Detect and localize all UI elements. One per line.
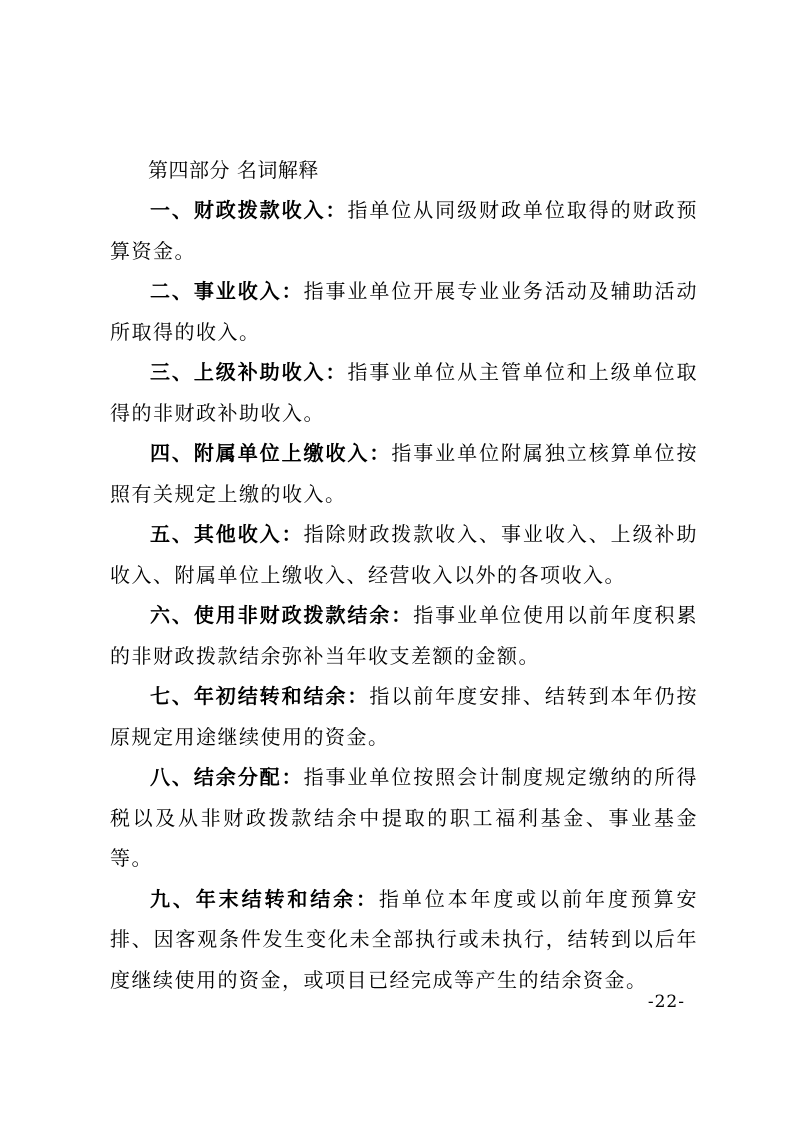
definition-item xyxy=(110,271,698,352)
definition-term: 六、使用非财政拨款结余： xyxy=(150,603,414,627)
definition-term: 八、结余分配： xyxy=(150,765,304,789)
definition-term: 一、财政拨款收入： xyxy=(150,198,348,222)
definition-item xyxy=(110,879,698,1001)
definition-term: 四、附属单位上缴收入： xyxy=(150,441,392,465)
definition-item xyxy=(110,676,698,757)
definition-text: 指事业单位按照会计制度规定缴纳的所得税以及从非财政拨款结余中提取的职工福利基金、事业基金等。 xyxy=(110,765,698,870)
definition-text: 指事业单位附属独立核算单位按照有关规定上缴的收入。 xyxy=(110,441,698,506)
definition-item xyxy=(110,757,698,879)
definition-text: 指除财政拨款收入、事业收入、上级补助收入、附属单位上缴收入、经营收入以外的各项收入。 xyxy=(110,522,698,587)
page-number: -22- xyxy=(647,992,685,1012)
definition-text: 指以前年度安排、结转到本年仍按原规定用途继续使用的资金。 xyxy=(110,684,698,749)
definition-list xyxy=(110,190,698,1000)
definition-term: 二、事业收入： xyxy=(150,279,304,303)
definition-item xyxy=(110,433,698,514)
definition-item xyxy=(110,595,698,676)
definition-text: 指单位本年度或以前年度预算安排、因客观条件发生变化未全部执行或未执行，结转到以后年度继续使用的资金，或项目已经完成等产生的结余资金。 xyxy=(110,886,699,992)
definition-term: 七、年初结转和结余： xyxy=(150,684,370,708)
definition-text: 指事业单位使用以前年度积累的非财政拨款结余弥补当年收支差额的金额。 xyxy=(110,603,698,668)
definition-text: 指事业单位从主管单位和上级单位取得的非财政补助收入。 xyxy=(110,360,698,425)
definition-text: 指单位从同级财政单位取得的财政预算资金。 xyxy=(110,198,698,263)
definition-item xyxy=(110,352,698,433)
definition-item xyxy=(110,190,698,271)
definition-text: 指事业单位开展专业业务活动及辅助活动所取得的收入。 xyxy=(110,279,698,344)
definition-item xyxy=(110,514,698,595)
definition-term: 五、其他收入： xyxy=(150,522,304,546)
definition-term: 九、年末结转和结余： xyxy=(150,886,379,911)
section-heading: 第四部分 名词解释 xyxy=(148,158,319,182)
definition-term: 三、上级补助收入： xyxy=(150,360,348,384)
